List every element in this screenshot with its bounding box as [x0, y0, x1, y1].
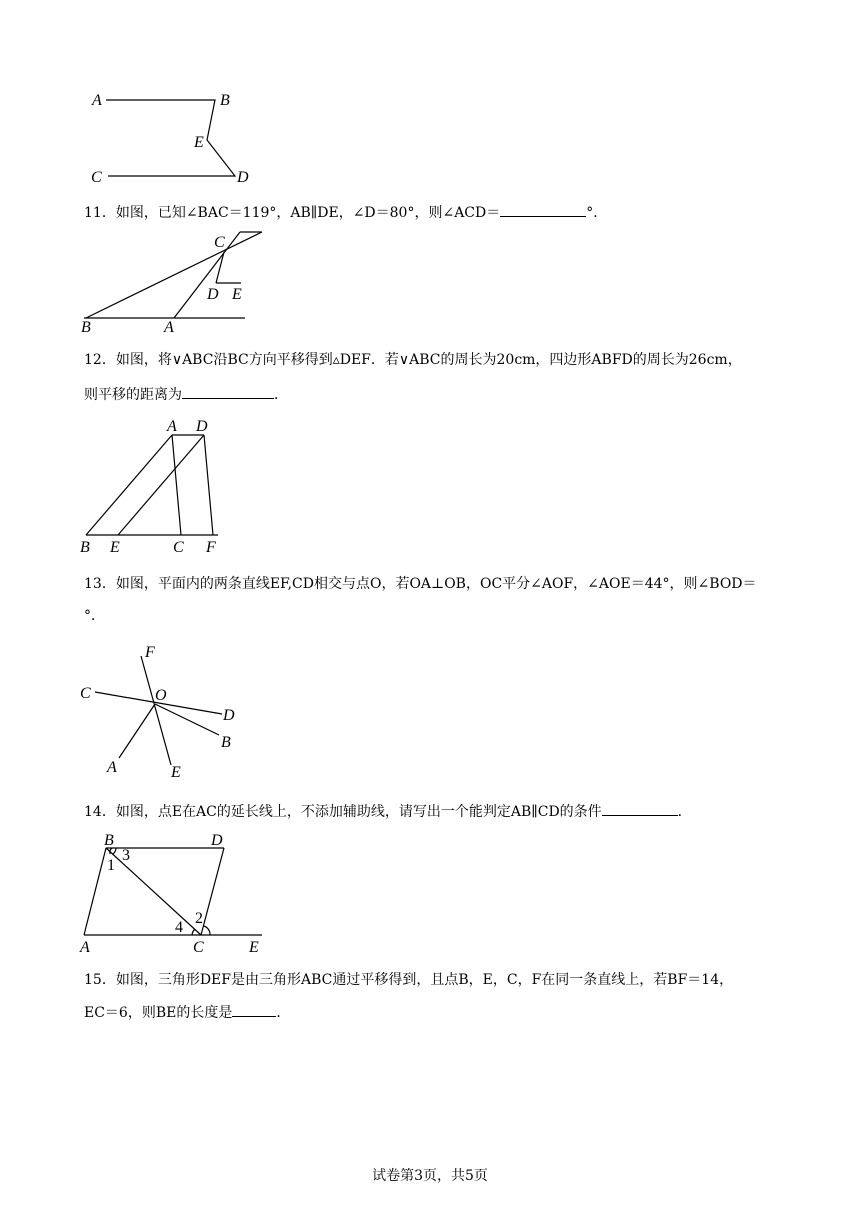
label-c: C: [193, 939, 204, 956]
label-a: A: [167, 418, 177, 435]
label-d: D: [223, 707, 235, 724]
label-e: E: [110, 539, 120, 556]
label-f: F: [145, 644, 155, 661]
label-b: B: [104, 832, 114, 849]
label-c: C: [214, 234, 225, 251]
label-a: A: [92, 92, 102, 109]
angle-4-label: 4: [175, 919, 183, 936]
label-d: D: [211, 832, 223, 849]
label-b: B: [81, 319, 91, 336]
label-d: D: [237, 169, 249, 186]
label-c: C: [91, 169, 102, 186]
label-c: C: [80, 685, 91, 702]
answer-blank[interactable]: [232, 1002, 276, 1017]
label-d: D: [207, 286, 219, 303]
question-15-line2: EC＝6，则BE的长度是 ．: [84, 1002, 290, 1023]
label-e: E: [194, 134, 204, 151]
question-text: 如图，将∨ABC沿BC方向平移得到▵DEF．若∨ABC的周长为20cm，四边形ABFD的周长为26cm，: [115, 352, 742, 368]
question-15: 15．如图，三角形DEF是由三角形ABC通过平移得到，且点B，E，C，F在同一条直线上，若BF＝14，: [84, 972, 734, 988]
label-a: A: [164, 319, 174, 336]
label-b: B: [80, 539, 90, 556]
question-text: 如图，点E在AC的延长线上，不添加辅助线，请写出一个能判定AB∥CD的条件: [115, 804, 602, 820]
label-d: D: [196, 418, 208, 435]
label-e: E: [249, 939, 259, 956]
angle-2-label: 2: [195, 910, 203, 927]
question-12: 12．如图，将∨ABC沿BC方向平移得到▵DEF．若∨ABC的周长为20cm，四边形ABFD的周长为26cm，: [84, 352, 742, 368]
label-a: A: [107, 759, 117, 776]
label-o: O: [155, 687, 167, 704]
page-footer: 试卷第3页，共5页: [372, 1168, 488, 1184]
label-e: E: [232, 286, 242, 303]
question-number: 11．: [84, 205, 116, 221]
question-text: 如图，平面内的两条直线EF,CD相交与点O，若OA⊥OB，OC平分∠AOF，∠AOE＝44°，则∠BOD＝: [115, 576, 757, 592]
label-c: C: [173, 539, 184, 556]
question-14: 14．如图，点E在AC的延长线上，不添加辅助线，请写出一个能判定AB∥CD的条件 ．: [84, 801, 692, 822]
question-11: 11．如图，已知∠BAC＝119°，AB∥DE，∠D＝80°，则∠ACD＝ °．: [84, 202, 607, 223]
label-b: B: [221, 734, 231, 751]
label-e: E: [171, 764, 181, 781]
angle-1-label: 1: [107, 857, 115, 874]
question-text: 如图，已知∠BAC＝119°，AB∥DE，∠D＝80°，则∠ACD＝: [115, 205, 501, 221]
question-13: 13．如图，平面内的两条直线EF,CD相交与点O，若OA⊥OB，OC平分∠AOF，∠AOE＝44°，则∠BOD＝: [84, 576, 757, 592]
label-b: B: [220, 92, 230, 109]
question-text: 如图，三角形DEF是由三角形ABC通过平移得到，且点B，E，C，F在同一条直线上，若BF＝14，: [115, 972, 734, 988]
label-a: A: [80, 939, 90, 956]
label-f: F: [206, 539, 216, 556]
question-13-line2: °．: [84, 608, 105, 624]
question-12-line2: 则平移的距离为 ．: [84, 384, 288, 405]
angle-3-label: 3: [122, 847, 130, 864]
